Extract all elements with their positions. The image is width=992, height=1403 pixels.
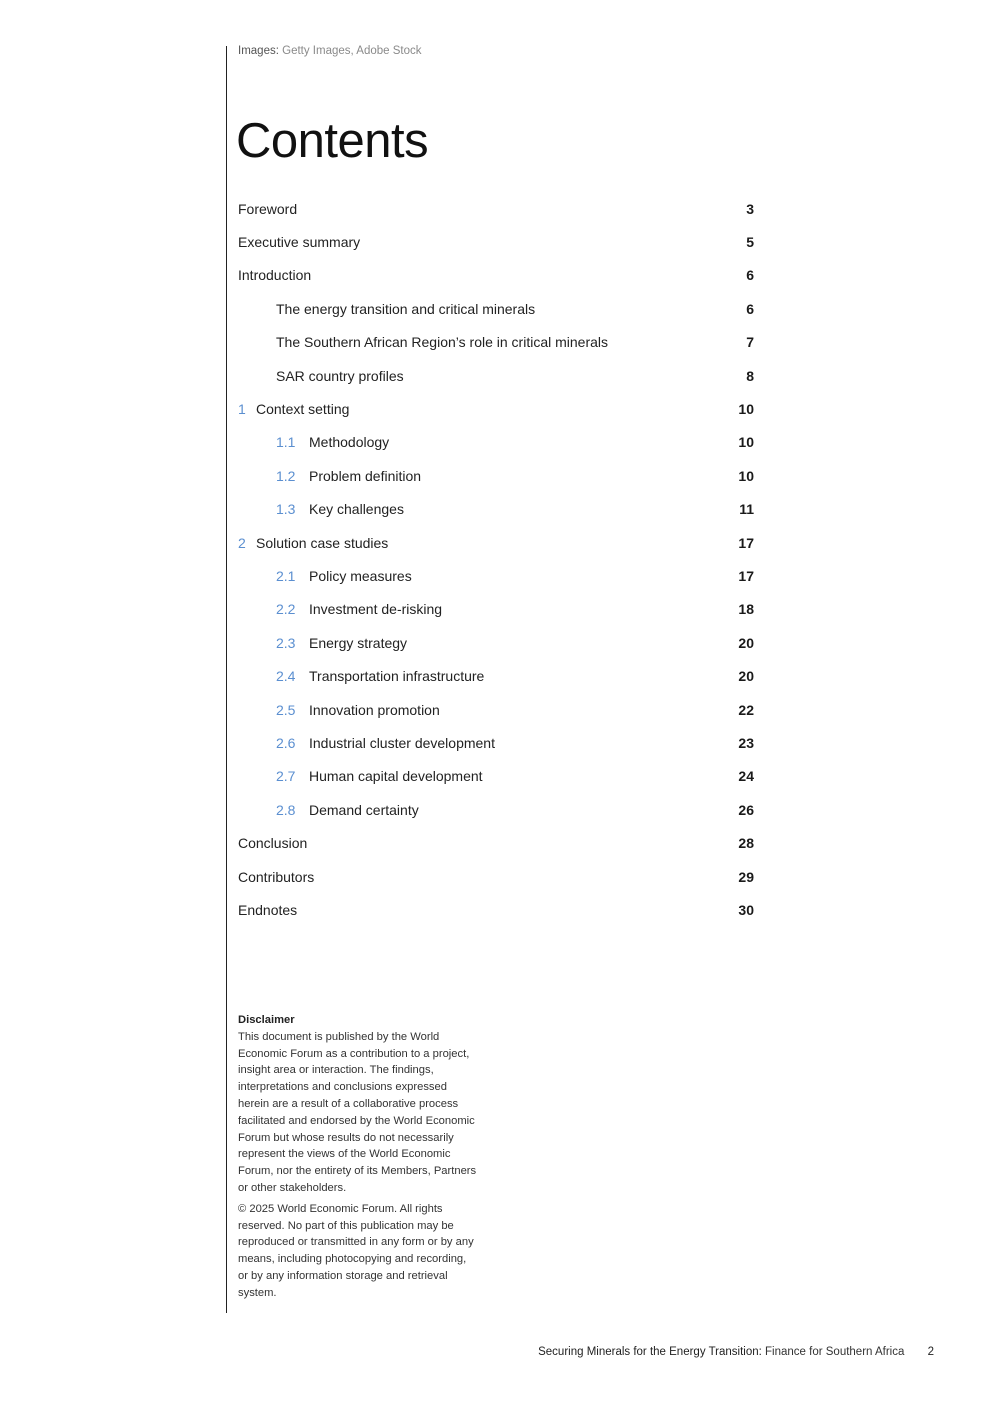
toc-entry[interactable] [238, 526, 754, 559]
toc-entry-label-wrap [238, 835, 307, 851]
toc-entry-page: 7 [746, 334, 754, 351]
disclaimer-heading: Disclaimer [238, 1014, 295, 1026]
toc-entry-label-wrap [238, 401, 349, 417]
toc-entry-label: Transportation infrastructure [309, 668, 485, 685]
toc-entry-label: Introduction [238, 267, 312, 284]
toc-entry[interactable] [238, 793, 754, 826]
toc-entry-number: 2.3 [276, 634, 296, 651]
toc-entry-label: The energy transition and critical minerals [276, 300, 536, 317]
toc-entry-page: 20 [738, 668, 754, 685]
toc-entry[interactable] [238, 760, 754, 793]
toc-entry-page: 3 [746, 200, 754, 217]
toc-entry-label: Endnotes [238, 901, 298, 918]
toc-entry[interactable] [238, 225, 754, 258]
toc-entry-page: 5 [746, 234, 754, 251]
toc-entry-page: 17 [738, 567, 754, 584]
toc-entry[interactable] [238, 659, 754, 692]
toc-entry[interactable] [238, 359, 754, 392]
page-title: Contents [236, 114, 429, 168]
toc-entry-label-wrap [238, 234, 360, 250]
toc-entry[interactable] [238, 192, 754, 225]
footer-title-bold: Securing Minerals for the Energy Transition: [538, 1346, 762, 1358]
toc-entry-page: 17 [738, 534, 754, 551]
toc-entry-label: Problem definition [309, 467, 422, 484]
toc-entry-label-wrap [238, 735, 495, 751]
toc-entry[interactable] [238, 826, 754, 859]
toc-entry-label-wrap [238, 601, 442, 617]
toc-entry[interactable] [238, 326, 754, 359]
toc-entry[interactable] [238, 559, 754, 592]
margin-rule [226, 46, 227, 1313]
toc-entry-label: Innovation promotion [309, 701, 440, 718]
toc-entry-page: 11 [739, 501, 754, 518]
toc-entry-page: 22 [738, 701, 754, 718]
footer-title-rest: Finance for Southern Africa [765, 1346, 905, 1358]
toc-entry-label: The Southern African Region’s role in critical minerals [276, 334, 609, 351]
toc-entry[interactable] [238, 726, 754, 759]
toc-entry-page: 30 [738, 901, 754, 918]
toc-entry-label: Investment de-risking [309, 601, 443, 618]
toc-entry-number: 2.7 [276, 768, 296, 785]
toc-entry-label-wrap [238, 267, 311, 283]
toc-entry-label: Energy strategy [309, 634, 408, 651]
toc-entry-label: Context setting [256, 401, 350, 418]
copyright-notice: © 2025 World Economic Forum. All rights reserved. No part of this publication may be reproduced or transmitted in any form or by any means, including photocopying and recording, or by any information storage and retrieval system. [238, 1202, 474, 1299]
toc-entry-label-wrap [238, 768, 483, 784]
toc-entry-label-wrap [238, 334, 608, 350]
toc-entry-page: 29 [738, 868, 754, 885]
toc-entry[interactable] [238, 292, 754, 325]
toc-entry-page: 28 [738, 835, 754, 852]
toc-entry-label: Human capital development [309, 768, 483, 785]
toc-entry-page: 10 [738, 467, 754, 484]
toc-entry[interactable] [238, 426, 754, 459]
toc-entry-label: Industrial cluster development [309, 734, 495, 751]
toc-entry-label: Foreword [238, 200, 298, 217]
toc-entry-number: 2.8 [276, 801, 296, 818]
toc-entry-page: 18 [738, 601, 754, 618]
toc-entry-label-wrap [238, 535, 388, 551]
toc-entry-number: 1.3 [276, 501, 296, 518]
toc-entry[interactable] [238, 259, 754, 292]
toc-entry-label-wrap [238, 468, 421, 484]
toc-entry-label: SAR country profiles [276, 367, 404, 384]
toc-entry-label-wrap [238, 702, 440, 718]
toc-entry-label-wrap [238, 201, 297, 217]
toc-entry-page: 23 [738, 734, 754, 751]
toc-entry-label-wrap [238, 668, 484, 684]
toc-entry-label: Key challenges [309, 501, 404, 518]
toc-entry-label: Policy measures [309, 567, 412, 584]
toc-entry-label-wrap [238, 635, 407, 651]
toc-entry-label-wrap [238, 301, 535, 317]
toc-entry[interactable] [238, 693, 754, 726]
toc-entry-label: Conclusion [238, 835, 308, 852]
toc-entry-label: Demand certainty [309, 801, 419, 818]
toc-entry-label-wrap [238, 501, 404, 517]
footer-page-number: 2 [927, 1346, 934, 1358]
image-credits-text: Getty Images, Adobe Stock [282, 45, 422, 57]
toc-entry[interactable] [238, 593, 754, 626]
toc-entry-page: 10 [738, 401, 754, 418]
toc-entry[interactable] [238, 392, 754, 425]
image-credits [238, 45, 421, 57]
toc-entry-page: 26 [738, 801, 754, 818]
toc-entry-number: 2.6 [276, 734, 296, 751]
toc-entry-label-wrap [238, 434, 389, 450]
toc-entry-label: Executive summary [238, 234, 361, 251]
toc-entry-number: 2.4 [276, 668, 296, 685]
toc-entry-label: Methodology [309, 434, 390, 451]
toc-entry-number: 2.1 [276, 567, 296, 584]
toc-entry-number: 1.2 [276, 467, 296, 484]
toc-entry[interactable] [238, 893, 754, 926]
toc-entry[interactable] [238, 493, 754, 526]
image-credits-label: Images: [238, 45, 279, 57]
toc-entry-page: 10 [738, 434, 754, 451]
toc-entry-number: 2.5 [276, 701, 296, 718]
toc-entry-number: 2 [238, 534, 246, 551]
toc-entry-label-wrap [238, 568, 412, 584]
table-of-contents [238, 192, 754, 927]
toc-entry-page: 24 [738, 768, 754, 785]
disclaimer-body: This document is published by the World Economic Forum as a contribution to a project, insight area or interaction. The findings, interpretations and conclusions expressed herein are a result of a collaborative process facilitated and endorsed by the World Economic Forum but whose results do not necessarily represent the views of the World Economic Forum, nor the entirety of its Members, Partners or other stakeholders. [238, 1030, 477, 1194]
toc-entry-label-wrap [238, 802, 419, 818]
toc-entry-label-wrap [238, 869, 314, 885]
toc-entry-page: 6 [746, 267, 754, 284]
toc-entry[interactable] [238, 860, 754, 893]
toc-entry-page: 20 [738, 634, 754, 651]
toc-entry-number: 1 [238, 401, 246, 418]
toc-entry[interactable] [238, 626, 754, 659]
toc-entry-label-wrap [238, 368, 404, 384]
toc-entry-page: 6 [746, 300, 754, 317]
toc-entry-label-wrap [238, 902, 297, 918]
toc-entry-number: 1.1 [276, 434, 296, 451]
toc-entry[interactable] [238, 459, 754, 492]
toc-entry-number: 2.2 [276, 601, 296, 618]
toc-entry-label: Contributors [238, 868, 315, 885]
toc-entry-label: Solution case studies [256, 534, 389, 551]
page-footer [538, 1346, 934, 1358]
disclaimer [238, 1012, 478, 1302]
toc-entry-page: 8 [746, 367, 754, 384]
